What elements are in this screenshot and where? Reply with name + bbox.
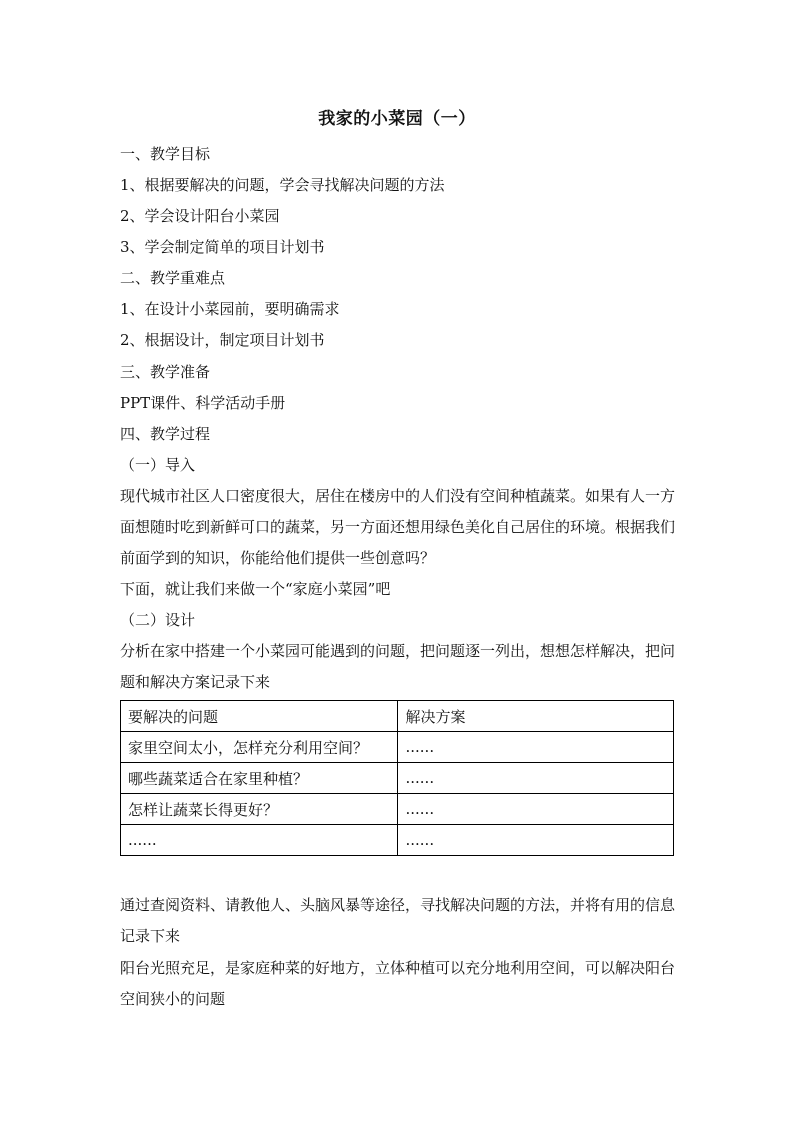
research-paragraph: 通过查阅资料、请教他人、头脑风暴等途径，寻找解决问题的方法，并将有用的信息记录下来 (120, 896, 676, 945)
objective-item-3: 3、学会制定简单的项目计划书 (120, 238, 325, 256)
subheading-intro: （一）导入 (120, 456, 196, 474)
objective-item-1: 1、根据要解决的问题，学会寻找解决问题的方法 (120, 176, 445, 194)
table-cell-solution: ...... (398, 763, 674, 794)
key-point-item-2: 2、根据设计，制定项目计划书 (120, 331, 325, 349)
table-row (121, 763, 674, 794)
document-title: 我家的小菜园（一） (318, 109, 476, 129)
table-row (121, 825, 674, 856)
table-row (121, 732, 674, 763)
table-cell-solution: ...... (398, 732, 674, 763)
table-cell-problem: ...... (121, 825, 398, 856)
table-cell-problem: 家里空间太小，怎样充分利用空间？ (121, 732, 398, 763)
objective-item-2: 2、学会设计阳台小菜园 (120, 207, 280, 225)
table-row (121, 794, 674, 825)
table-header-row (121, 701, 674, 732)
subheading-design: （二）设计 (120, 611, 196, 629)
table-cell-problem: 怎样让蔬菜长得更好？ (121, 794, 398, 825)
table-header-solution: 解决方案 (398, 701, 674, 732)
intro-followup: 下面，就让我们来做一个“家庭小菜园”吧 (120, 580, 391, 598)
problem-solution-table (120, 700, 674, 856)
section-heading-preparation: 三、教学准备 (120, 363, 211, 381)
intro-paragraph: 现代城市社区人口密度很大，居住在楼房中的人们没有空间种植蔬菜。如果有人一方面想随时吃到新鲜可口的蔬菜，另一方面还想用绿色美化自己居住的环境。根据我们前面学到的知识，你能给他们提供一些创意吗？ (120, 487, 676, 567)
section-heading-key-points: 二、教学重难点 (120, 269, 226, 287)
table-header-problem: 要解决的问题 (121, 701, 398, 732)
table-cell-problem: 哪些蔬菜适合在家里种植？ (121, 763, 398, 794)
preparation-text: PPT课件、科学活动手册 (120, 394, 286, 412)
key-point-item-1: 1、在设计小菜园前，要明确需求 (120, 300, 340, 318)
section-heading-process: 四、教学过程 (120, 425, 211, 443)
table-cell-solution: ...... (398, 825, 674, 856)
section-heading-objectives: 一、教学目标 (120, 145, 211, 163)
design-paragraph: 分析在家中搭建一个小菜园可能遇到的问题，把问题逐一列出，想想怎样解决，把问题和解决方案记录下来 (120, 642, 676, 691)
balcony-paragraph: 阳台光照充足，是家庭种菜的好地方，立体种植可以充分地利用空间，可以解决阳台空间狭小的问题 (120, 959, 676, 1008)
table-cell-solution: ...... (398, 794, 674, 825)
